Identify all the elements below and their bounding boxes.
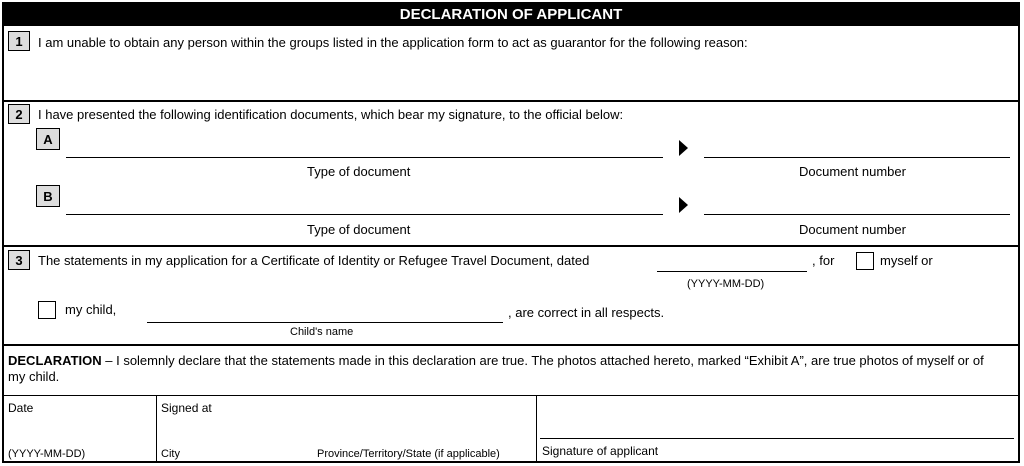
signature-date-field[interactable] bbox=[8, 418, 152, 444]
declaration-text bbox=[8, 353, 998, 385]
child-name-field[interactable] bbox=[147, 322, 503, 323]
declaration-form bbox=[2, 2, 1020, 463]
doc-b-number-field[interactable] bbox=[704, 214, 1010, 215]
section-2-text: I have presented the following identification documents, which bear my signature, to the official below: bbox=[38, 107, 624, 122]
section-3-number: 3 bbox=[8, 250, 30, 270]
divider bbox=[156, 395, 157, 463]
application-date-hint: (YYYY-MM-DD) bbox=[687, 278, 765, 290]
myself-label: myself or bbox=[880, 253, 933, 268]
section-1-text: I am unable to obtain any person within the groups listed in the application form to act as guarantor for the following reason: bbox=[38, 35, 748, 50]
doc-b-type-label: Type of document bbox=[307, 222, 411, 237]
divider bbox=[4, 344, 1018, 346]
correct-text: , are correct in all respects. bbox=[508, 305, 665, 320]
doc-b-letter: B bbox=[36, 185, 60, 207]
city-label: City bbox=[161, 448, 180, 460]
divider bbox=[4, 245, 1018, 247]
doc-a-type-label: Type of document bbox=[307, 164, 411, 179]
arrow-right-icon bbox=[679, 140, 688, 156]
section-3-text: The statements in my application for a Certificate of Identity or Refugee Travel Document, dated bbox=[38, 253, 590, 268]
signature-label: Signature of applicant bbox=[542, 444, 659, 458]
child-checkbox[interactable] bbox=[38, 301, 56, 319]
for-text: , for bbox=[812, 253, 835, 268]
doc-a-type-field[interactable] bbox=[66, 157, 663, 158]
divider bbox=[4, 100, 1018, 102]
child-label: my child, bbox=[65, 302, 117, 317]
section-2-number: 2 bbox=[8, 104, 30, 124]
section-1-number: 1 bbox=[8, 31, 30, 51]
doc-a-letter: A bbox=[36, 128, 60, 150]
doc-a-number-label: Document number bbox=[799, 164, 906, 179]
divider bbox=[536, 395, 537, 463]
signature-field[interactable] bbox=[540, 438, 1014, 439]
reason-field[interactable] bbox=[8, 54, 1012, 98]
child-name-hint: Child's name bbox=[290, 326, 354, 338]
signed-at-field[interactable] bbox=[161, 418, 531, 444]
signed-at-label: Signed at bbox=[161, 401, 212, 415]
doc-b-type-field[interactable] bbox=[66, 214, 663, 215]
doc-a-number-field[interactable] bbox=[704, 157, 1010, 158]
arrow-right-icon bbox=[679, 197, 688, 213]
myself-checkbox[interactable] bbox=[856, 252, 874, 270]
application-date-field[interactable] bbox=[657, 271, 807, 272]
form-title: DECLARATION OF APPLICANT bbox=[4, 4, 1018, 26]
signature-date-hint: (YYYY-MM-DD) bbox=[8, 448, 86, 460]
province-label: Province/Territory/State (if applicable) bbox=[317, 448, 500, 460]
declaration-heading: DECLARATION bbox=[8, 353, 102, 368]
date-label: Date bbox=[8, 401, 34, 415]
doc-b-number-label: Document number bbox=[799, 222, 906, 237]
declaration-body: – I solemnly declare that the statements made in this declaration are true. The photos attached hereto, marked “Exhibit A”, are true photos of myself or of my child. bbox=[8, 353, 984, 384]
